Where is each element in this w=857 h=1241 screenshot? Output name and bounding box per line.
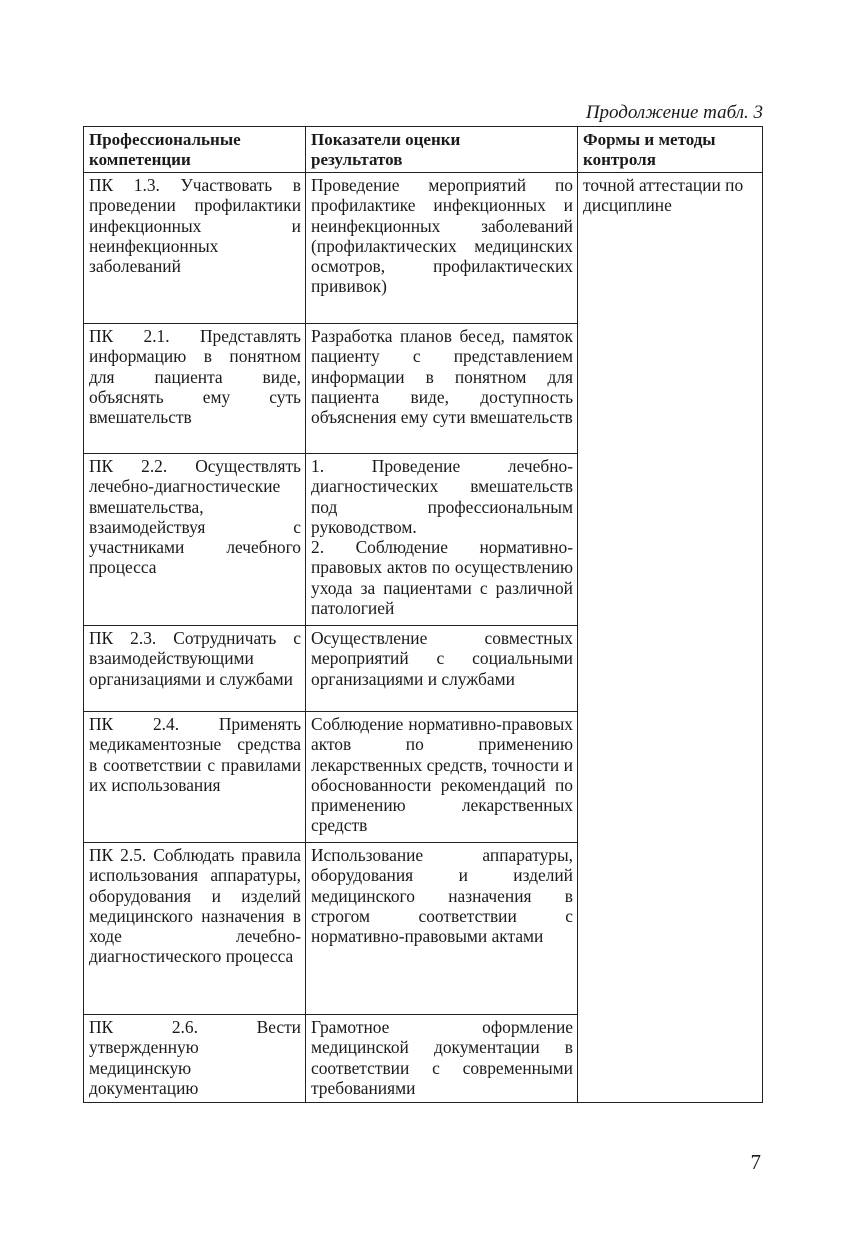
- competence-cell: ПК 1.3. Участвовать в проведении профилактики инфекционных и неинфекционных заболеваний: [84, 173, 306, 324]
- indicator-cell: Использование аппаратуры, оборудования и изделий медицинского назначения в строгом соответствии с нормативно-правовыми актами: [306, 843, 578, 1015]
- page-number: 7: [750, 1150, 761, 1174]
- indicator-cell: 1. Проведение лечебно-диагностических вмешательств под профессиональным руководством. 2. Соблюдение нормативно-правовых актов по осуществлению ухода за пациентами с различной патологией: [306, 454, 578, 626]
- competence-cell: ПК 2.1. Представлять информацию в понятном для пациента виде, объяснять ему суть вмешательств: [84, 324, 306, 454]
- header-competencies: Профессиональные компетенции: [84, 127, 306, 173]
- competence-cell: ПК 2.4. Применять медикаментозные средства в соответствии с правилами их использования: [84, 712, 306, 843]
- indicator-cell: Осуществление совместных мероприятий с социальными организациями и службами: [306, 626, 578, 712]
- header-indicators: Показатели оценки результатов: [306, 127, 578, 173]
- indicator-cell: Соблюдение нормативно-правовых актов по применению лекарственных средств, точности и обоснованности рекомендаций по применению лекарственных средств: [306, 712, 578, 843]
- indicator-cell: Разработка планов бесед, памяток пациенту с представлением информации в понятном для пациента виде, доступность объяснения ему сути вмешательств: [306, 324, 578, 454]
- indicator-cell: Проведение мероприятий по профилактике инфекционных и неинфекционных заболеваний (профилактических медицинских осмотров, профилактических прививок): [306, 173, 578, 324]
- competence-cell: ПК 2.3. Сотрудничать с взаимодействующими организациями и службами: [84, 626, 306, 712]
- header-forms-methods: Формы и методы контроля: [578, 127, 763, 173]
- competence-assessment-table: [83, 126, 763, 1103]
- competence-cell: ПК 2.2. Осуществлять лечебно-диагностические вмешательства, взаимодействуя с участниками лечебного процесса: [84, 454, 306, 626]
- indicator-cell: Грамотное оформление медицинской документации в соответствии с современными требованиями: [306, 1015, 578, 1103]
- forms-methods-cell: точной аттестации по дисциплине: [578, 173, 763, 1103]
- competence-cell: ПК 2.6. Вести утвержденную медицинскую документацию: [84, 1015, 306, 1103]
- table-row: [84, 173, 763, 324]
- table-header-row: [84, 127, 763, 173]
- table-continuation-caption: Продолжение табл. 3: [585, 102, 763, 123]
- competence-cell: ПК 2.5. Соблюдать правила использования аппаратуры, оборудования и изделий медицинского назначения в ходе лечебно-диагностического процесса: [84, 843, 306, 1015]
